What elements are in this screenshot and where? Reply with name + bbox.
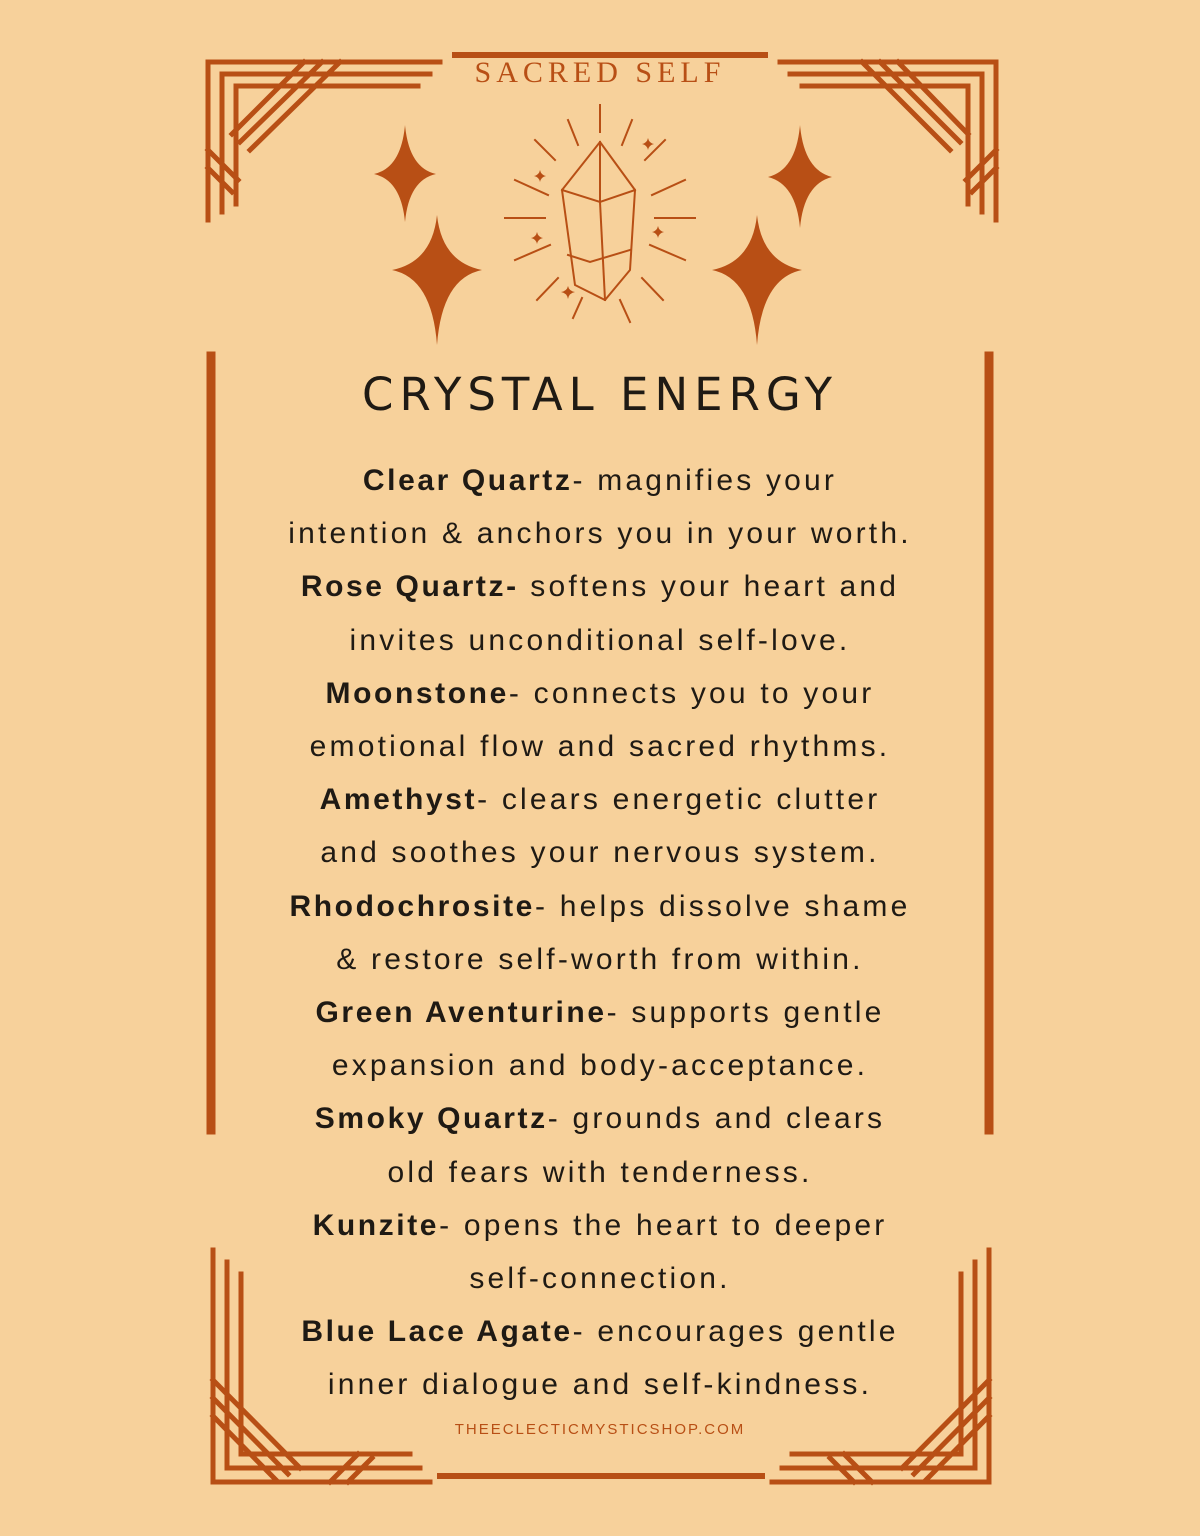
separator: - (547, 1102, 573, 1136)
crystal-desc-line1: helps dissolve shame (559, 889, 911, 923)
crystal-icon (505, 105, 695, 322)
sparkle-star-icon (712, 215, 802, 345)
crystal-desc-line1: grounds and clears (572, 1102, 886, 1136)
crystal-desc-line1: supports gentle (631, 996, 885, 1030)
separator: - (508, 676, 534, 710)
sparkle-star-icon (642, 138, 654, 150)
separator: - (572, 464, 598, 497)
crystal-name: Kunzite (312, 1208, 440, 1242)
list-item (225, 454, 975, 560)
crystal-name: Rose Quartz- (300, 570, 519, 604)
crystal-name: Green Aventurine (315, 996, 607, 1030)
sparkle-star-icon (374, 125, 436, 222)
crystal-desc-line1: softens your heart and (530, 570, 900, 604)
crystal-desc-line2: & restore self-worth from within. (336, 942, 864, 976)
crystal-desc-line2: intention & anchors you in your worth. (288, 517, 912, 551)
crystal-desc-line2: self-connection. (469, 1262, 731, 1296)
list-item (225, 880, 975, 986)
list-item (225, 1305, 975, 1411)
crystal-desc-line2: invites unconditional self-love. (349, 623, 851, 657)
sparkle-star-icon (652, 226, 664, 238)
crystal-desc-line1: opens the heart to deeper (463, 1208, 888, 1242)
brand-header: SACRED SELF (474, 56, 726, 89)
crystal-desc-line1: clears energetic clutter (501, 783, 881, 817)
list-item (225, 560, 975, 666)
list-item (225, 1199, 975, 1305)
list-item (225, 773, 975, 879)
crystal-desc-line1: connects you to your (533, 676, 875, 710)
separator: - (477, 783, 502, 817)
sparkle-star-icon (392, 215, 482, 345)
separator: - (572, 1315, 598, 1349)
crystal-desc-line1: encourages gentle (597, 1315, 899, 1349)
crystal-desc-line2: expansion and body-acceptance. (331, 1049, 869, 1083)
crystal-name: Moonstone (325, 676, 509, 710)
crystal-name: Rhodochrosite (289, 889, 535, 923)
sparkle-star-icon (561, 286, 575, 299)
crystal-desc-line2: and soothes your nervous system. (320, 836, 880, 870)
crystal-name: Amethyst (319, 783, 478, 817)
crystal-name: Clear Quartz (362, 464, 573, 497)
list-item (225, 667, 975, 773)
list-item (225, 1092, 975, 1198)
website-link[interactable]: THEECLECTICMYSTICSHOP.COM (454, 1421, 746, 1438)
crystal-name: Blue Lace Agate (301, 1315, 573, 1349)
sparkle-star-icon (531, 232, 543, 244)
separator: - (606, 996, 632, 1030)
separator (519, 570, 531, 603)
crystal-list (225, 454, 975, 1412)
separator: - (439, 1208, 464, 1242)
separator: - (534, 889, 560, 923)
crystal-desc-line2: inner dialogue and self-kindness. (327, 1368, 873, 1402)
list-item (225, 986, 975, 1092)
crystal-desc-line2: old fears with tenderness. (387, 1155, 813, 1189)
crystal-name: Smoky Quartz (314, 1102, 548, 1136)
crystal-desc-line1: magnifies your (597, 464, 838, 497)
sparkle-star-icon (768, 125, 832, 228)
crystal-desc-line2: emotional flow and sacred rhythms. (309, 730, 891, 764)
sparkle-star-icon (534, 170, 546, 182)
page-title: CRYSTAL ENERGY (362, 368, 838, 421)
